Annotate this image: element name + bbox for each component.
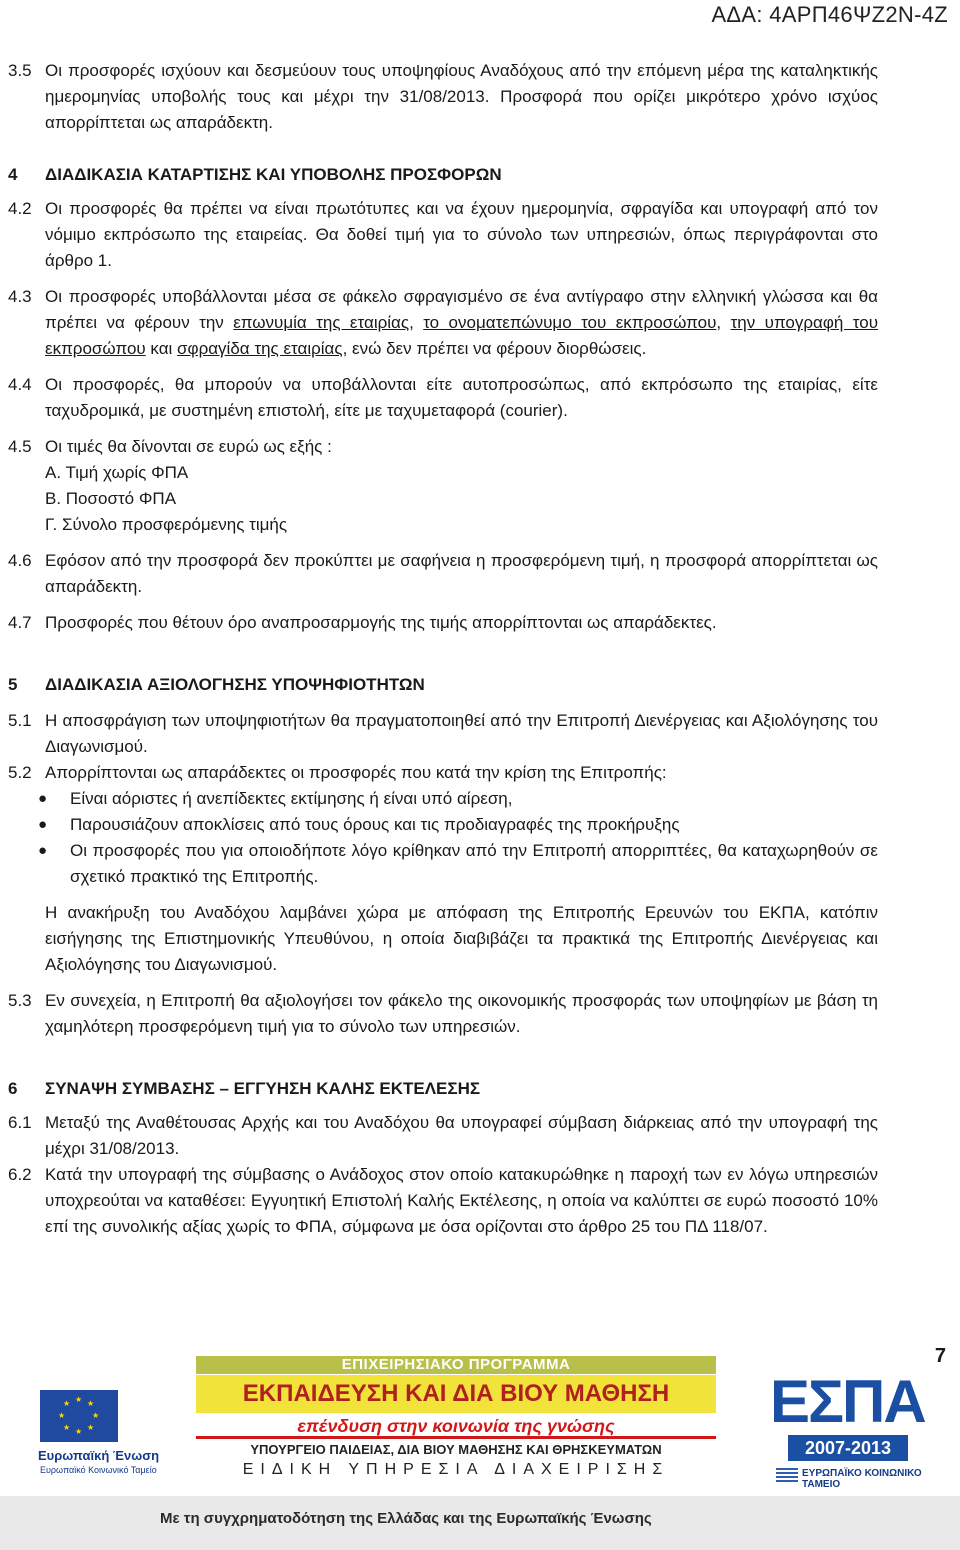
- eu-name: Ευρωπαϊκή Ένωση: [38, 1448, 160, 1463]
- underlined-representative-signature: την υπογραφή του εκπροσώπου: [45, 313, 878, 358]
- programme-top-label: ΕΠΙΧΕΙΡΗΣΙΑΚΟ ΠΡΟΓΡΑΜΜΑ: [196, 1356, 716, 1374]
- heading-title: ΣΥΝΑΨΗ ΣΥΜΒΑΣΗΣ – ΕΓΓΥΗΣΗ ΚΑΛΗΣ ΕΚΤΕΛΕΣΗΣ: [45, 1079, 481, 1098]
- section-text: [45, 284, 878, 362]
- section-number: 5.2: [8, 763, 32, 782]
- section-5-3: [8, 988, 878, 1040]
- section-number: 5.3: [8, 991, 32, 1010]
- programme-slogan: επένδυση στην κοινωνία της γνώσης: [196, 1413, 716, 1439]
- section-number: 4.7: [8, 613, 32, 632]
- award-paragraph: [8, 900, 878, 978]
- section-text: Οι τιμές θα δίνονται σε ευρώ ως εξής :: [45, 437, 332, 456]
- section-number: 4.3: [8, 287, 32, 306]
- list-item: Α. Τιμή χωρίς ΦΠΑ: [45, 463, 189, 482]
- section-text: Οι προσφορές, θα μπορούν να υποβάλλονται είτε αυτοπροσώπως, από εκπρόσωπο της εταιρίας, είτε ταχυδρομικά, με συστημένη επιστολή, είτε με ταχυμεταφορά (courier).: [45, 375, 878, 420]
- page-number: 7: [934, 1345, 946, 1367]
- heading-6: [8, 1076, 878, 1102]
- bullet-item: [8, 812, 878, 838]
- heading-4: [8, 162, 878, 188]
- section-4-2: [8, 196, 878, 274]
- section-5-2: [8, 760, 878, 786]
- heading-number: 5: [8, 675, 18, 694]
- list-item: Β. Ποσοστό ΦΠΑ: [45, 489, 177, 508]
- underlined-company-name: επωνυμία της εταιρίας: [233, 313, 410, 332]
- esf-label: ΕΥΡΩΠΑΪΚΟ ΚΟΙΝΩΝΙΚΟ ΤΑΜΕΙΟ: [802, 1468, 922, 1490]
- bullet-item: [8, 786, 878, 812]
- section-text: Εφόσον από την προσφορά δεν προκύπτει με σαφήνεια η προσφερόμενη τιμή, η προσφορά απορρίπτεται ως απαράδεκτη.: [45, 551, 878, 596]
- text-part: και: [145, 339, 178, 358]
- text-part: , ενώ δεν πρέπει να φέρουν διορθώσεις.: [342, 339, 647, 358]
- section-number: 5.1: [8, 711, 32, 730]
- bullet-text: Οι προσφορές που για οποιοδήποτε λόγο κρίθηκαν από την Επιτροπή απορριπτέες, θα καταχωρηθούν σε σχετικό πρακτικό της Επιτροπής.: [70, 841, 878, 886]
- heading-number: 4: [8, 165, 18, 184]
- section-4-6: [8, 548, 878, 600]
- bullet-icon: ●: [38, 816, 48, 833]
- section-text: Η αποσφράγιση των υποψηφιοτήτων θα πραγματοποιηθεί από την Επιτροπή Διενέργειας και Αξιολόγησης του Διαγωνισμού.: [45, 711, 878, 756]
- section-4-3: [8, 284, 878, 362]
- heading-5: [8, 672, 878, 698]
- section-4-5: [8, 434, 878, 460]
- bullet-text: Παρουσιάζουν αποκλίσεις από τους όρους και τις προδιαγραφές της προκήρυξης: [70, 815, 680, 834]
- section-4-4: [8, 372, 878, 424]
- espa-logo: ΕΣΠΑ: [770, 1368, 925, 1435]
- underlined-representative-name: το ονοματεπώνυμο του εκπροσώπου: [423, 313, 717, 332]
- section-6-1: [8, 1110, 878, 1162]
- section-number: 6.2: [8, 1165, 32, 1184]
- eu-flag-icon: ★ ★ ★ ★ ★ ★ ★ ★: [40, 1390, 118, 1442]
- programme-title: ΕΚΠΑΙΔΕΥΣΗ ΚΑΙ ΔΙΑ ΒΙΟΥ ΜΑΘΗΣΗ: [196, 1375, 716, 1413]
- section-5-1: [8, 708, 878, 760]
- section-number: 6.1: [8, 1113, 32, 1132]
- section-6-2: [8, 1162, 878, 1240]
- bullet-icon: ●: [38, 790, 48, 807]
- section-text: Μεταξύ της Αναθέτουσας Αρχής και του Αναδόχου θα υπογραφεί σύμβαση διάρκειας από την υπογραφή της μέχρι 31/08/2013.: [45, 1113, 878, 1158]
- bullet-icon: ●: [38, 842, 48, 859]
- section-text: Οι προσφορές ισχύουν και δεσμεύουν τους υποψηφίους Αναδόχους από την επόμενη μέρα της καταληκτικής ημερομηνίας υποβολής τους και μέχρι την 31/08/2013. Προσφορά που ορίζει μικρότερο χρόνο ισχύος απορρίπτεται ως απαράδεκτη.: [45, 61, 878, 132]
- heading-title: ΔΙΑΔΙΚΑΣΙΑ ΑΞΙΟΛΟΓΗΣΗΣ ΥΠΟΨΗΦΙΟΤΗΤΩΝ: [45, 675, 425, 694]
- text-part: ,: [716, 313, 731, 332]
- text-part: ,: [409, 313, 424, 332]
- underlined-company-stamp: σφραγίδα της εταιρίας: [177, 339, 343, 358]
- ministry-name: ΥΠΟΥΡΓΕΙΟ ΠΑΙΔΕΙΑΣ, ΔΙΑ ΒΙΟΥ ΜΑΘΗΣΗΣ ΚΑΙ ΘΡΗΣΚΕΥΜΑΤΩΝ: [250, 1442, 662, 1457]
- section-text: Απορρίπτονται ως απαράδεκτες οι προσφορές που κατά την κρίση της Επιτροπής:: [45, 763, 667, 782]
- bullet-text: Είναι αόριστες ή ανεπίδεκτες εκτίμησης ή είναι υπό αίρεση,: [70, 789, 513, 808]
- text-part: Οι προσφορές υποβάλλονται μέσα σε φάκελο σφραγισμένο σε ένα αντίγραφο στην ελληνική γλώσσα και θα πρέπει να φέρουν την: [45, 287, 878, 332]
- section-number: 4.2: [8, 199, 32, 218]
- section-number: 3.5: [8, 61, 32, 80]
- bullet-item: [8, 838, 878, 890]
- heading-number: 6: [8, 1079, 18, 1098]
- eu-fund: Ευρωπαϊκό Κοινωνικό Ταμείο: [40, 1465, 157, 1475]
- ada-code: ΑΔΑ: 4ΑΡΠ46ΨΖ2Ν-4Ζ: [711, 2, 948, 27]
- list-item: Γ. Σύνολο προσφερόμενης τιμής: [45, 515, 288, 534]
- price-list: [8, 460, 878, 538]
- section-text: Οι προσφορές θα πρέπει να είναι πρωτότυπες και να έχουν ημερομηνία, σφραγίδα και υπογραφή από τον νόμιμο εκπρόσωπο της εταιρείας. Θα δοθεί τιμή για το σύνολο των υπηρεσιών, όπως περιγράφονται στο άρθρο 1.: [45, 199, 878, 270]
- section-text: Εν συνεχεία, η Επιτροπή θα αξιολογήσει τον φάκελο της οικονομικής προσφοράς των υποψηφίων με βάση τη χαμηλότερη προσφερόμενη τιμή για το σύνολο των υπηρεσιών.: [45, 991, 878, 1036]
- section-text: Προσφορές που θέτουν όρο αναπροσαρμογής της τιμής απορρίπτονται ως απαράδεκτες.: [45, 613, 717, 632]
- section-number: 4.6: [8, 551, 32, 570]
- section-text: Κατά την υπογραφή της σύμβασης ο Ανάδοχος στον οποίο κατακυρώθηκε η παροχή των εν λόγω υπηρεσιών υποχρεούται να καταθέσει: Εγγυητική Επιστολή Καλής Εκτέλεσης, η οποία να καλύπτει σε ευρώ ποσοστό 10% επί της συνολικής αξίας χωρίς το ΦΠΑ, σύμφωνα με όσα ορίζονται στο άρθρο 25 του ΠΔ 118/07.: [45, 1165, 878, 1236]
- section-number: 4.4: [8, 375, 32, 394]
- managing-authority: ΕΙΔΙΚΗ ΥΠΗΡΕΣΙΑ ΔΙΑΧΕΙΡΙΣΗΣ: [242, 1461, 670, 1478]
- section-number: 4.5: [8, 437, 32, 456]
- section-3-5: [8, 58, 878, 136]
- greek-flag-icon: [776, 1468, 798, 1483]
- espa-years: 2007-2013: [788, 1435, 908, 1461]
- cofunding-text: Με τη συγχρηματοδότηση της Ελλάδας και της Ευρωπαϊκής Ένωσης: [160, 1510, 652, 1527]
- paragraph-text: Η ανακήρυξη του Αναδόχου λαμβάνει χώρα με απόφαση της Επιτροπής Ερευνών του ΕΚΠΑ, κατόπιν εισήγησης της Επιστημονικής Υπευθύνου, η οποία διαβιβάζει τα πρακτικά της Επιτροπής Διενέργειας και Αξιολόγησης του Διαγωνισμού.: [45, 903, 878, 974]
- heading-title: ΔΙΑΔΙΚΑΣΙΑ ΚΑΤΑΡΤΙΣΗΣ ΚΑΙ ΥΠΟΒΟΛΗΣ ΠΡΟΣΦΟΡΩΝ: [45, 165, 502, 184]
- document-body: [8, 58, 878, 1240]
- section-4-7: [8, 610, 878, 636]
